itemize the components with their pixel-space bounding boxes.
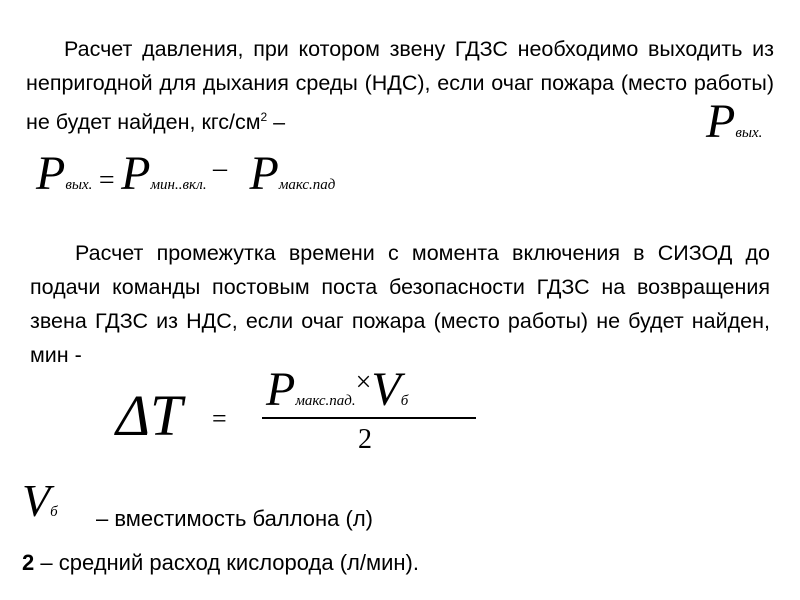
legend-two-number: 2 bbox=[22, 550, 35, 575]
legend-two-description: – средний расход кислорода (л/мин). bbox=[34, 550, 419, 575]
paragraph-time-description bbox=[30, 236, 770, 372]
formula2-times: × bbox=[355, 367, 372, 398]
unit-superscript: 2 bbox=[260, 110, 268, 124]
legend-v-description: – вместимость баллона (л) bbox=[96, 506, 373, 531]
formula1-equals: = bbox=[98, 165, 115, 196]
legend-v-letter: V bbox=[22, 475, 51, 526]
formula2-lhs: ΔT bbox=[116, 383, 183, 448]
formula2-num-p-letter: P bbox=[266, 363, 296, 416]
formula2-num-v-subscript: б bbox=[400, 393, 409, 409]
formula2-num-p-subscript: макс.пад. bbox=[295, 393, 356, 409]
paragraph-time-text: Расчет промежутка времени с момента включения в СИЗОД до подачи команды постовым поста безопасности ГДЗС на возвращения звена ГДЗС из НДС, если очаг пожара (место работы) не будет найден, мин - bbox=[30, 241, 770, 367]
formula2-fraction-bar bbox=[262, 417, 476, 419]
formula1-term1-subscript: мин..вкл. bbox=[150, 177, 207, 193]
formula2-num-v-letter: V bbox=[371, 363, 401, 416]
formula1-term2-subscript: макс.пад bbox=[278, 177, 336, 193]
legend-v-subscript: б bbox=[50, 504, 58, 520]
legend-v-symbol bbox=[22, 475, 58, 526]
symbol-p-subscript: вых. bbox=[735, 125, 763, 141]
formula1-term2-letter: P bbox=[249, 147, 279, 200]
symbol-p-vyh bbox=[706, 95, 763, 148]
legend-two-line bbox=[22, 550, 419, 576]
symbol-p-letter: P bbox=[706, 95, 736, 148]
formula1-lhs-letter: P bbox=[36, 147, 66, 200]
formula2-equals: = bbox=[212, 404, 227, 433]
formula2-denominator: 2 bbox=[358, 424, 372, 455]
formula-pressure bbox=[36, 147, 336, 200]
formula1-lhs-subscript: вых. bbox=[65, 177, 93, 193]
formula2-numerator bbox=[266, 363, 409, 416]
paragraph-pressure-dash: – bbox=[267, 110, 286, 135]
formula1-term1-letter: P bbox=[121, 147, 151, 200]
paragraph-pressure-description bbox=[26, 32, 774, 139]
paragraph-pressure-text: Расчет давления, при котором звену ГДЗС необходимо выходить из непригодной для дыхания среды (НДС), если очаг пожара (место работы) не будет найден, кгс/см bbox=[26, 37, 774, 135]
formula1-minus: – bbox=[213, 153, 228, 184]
